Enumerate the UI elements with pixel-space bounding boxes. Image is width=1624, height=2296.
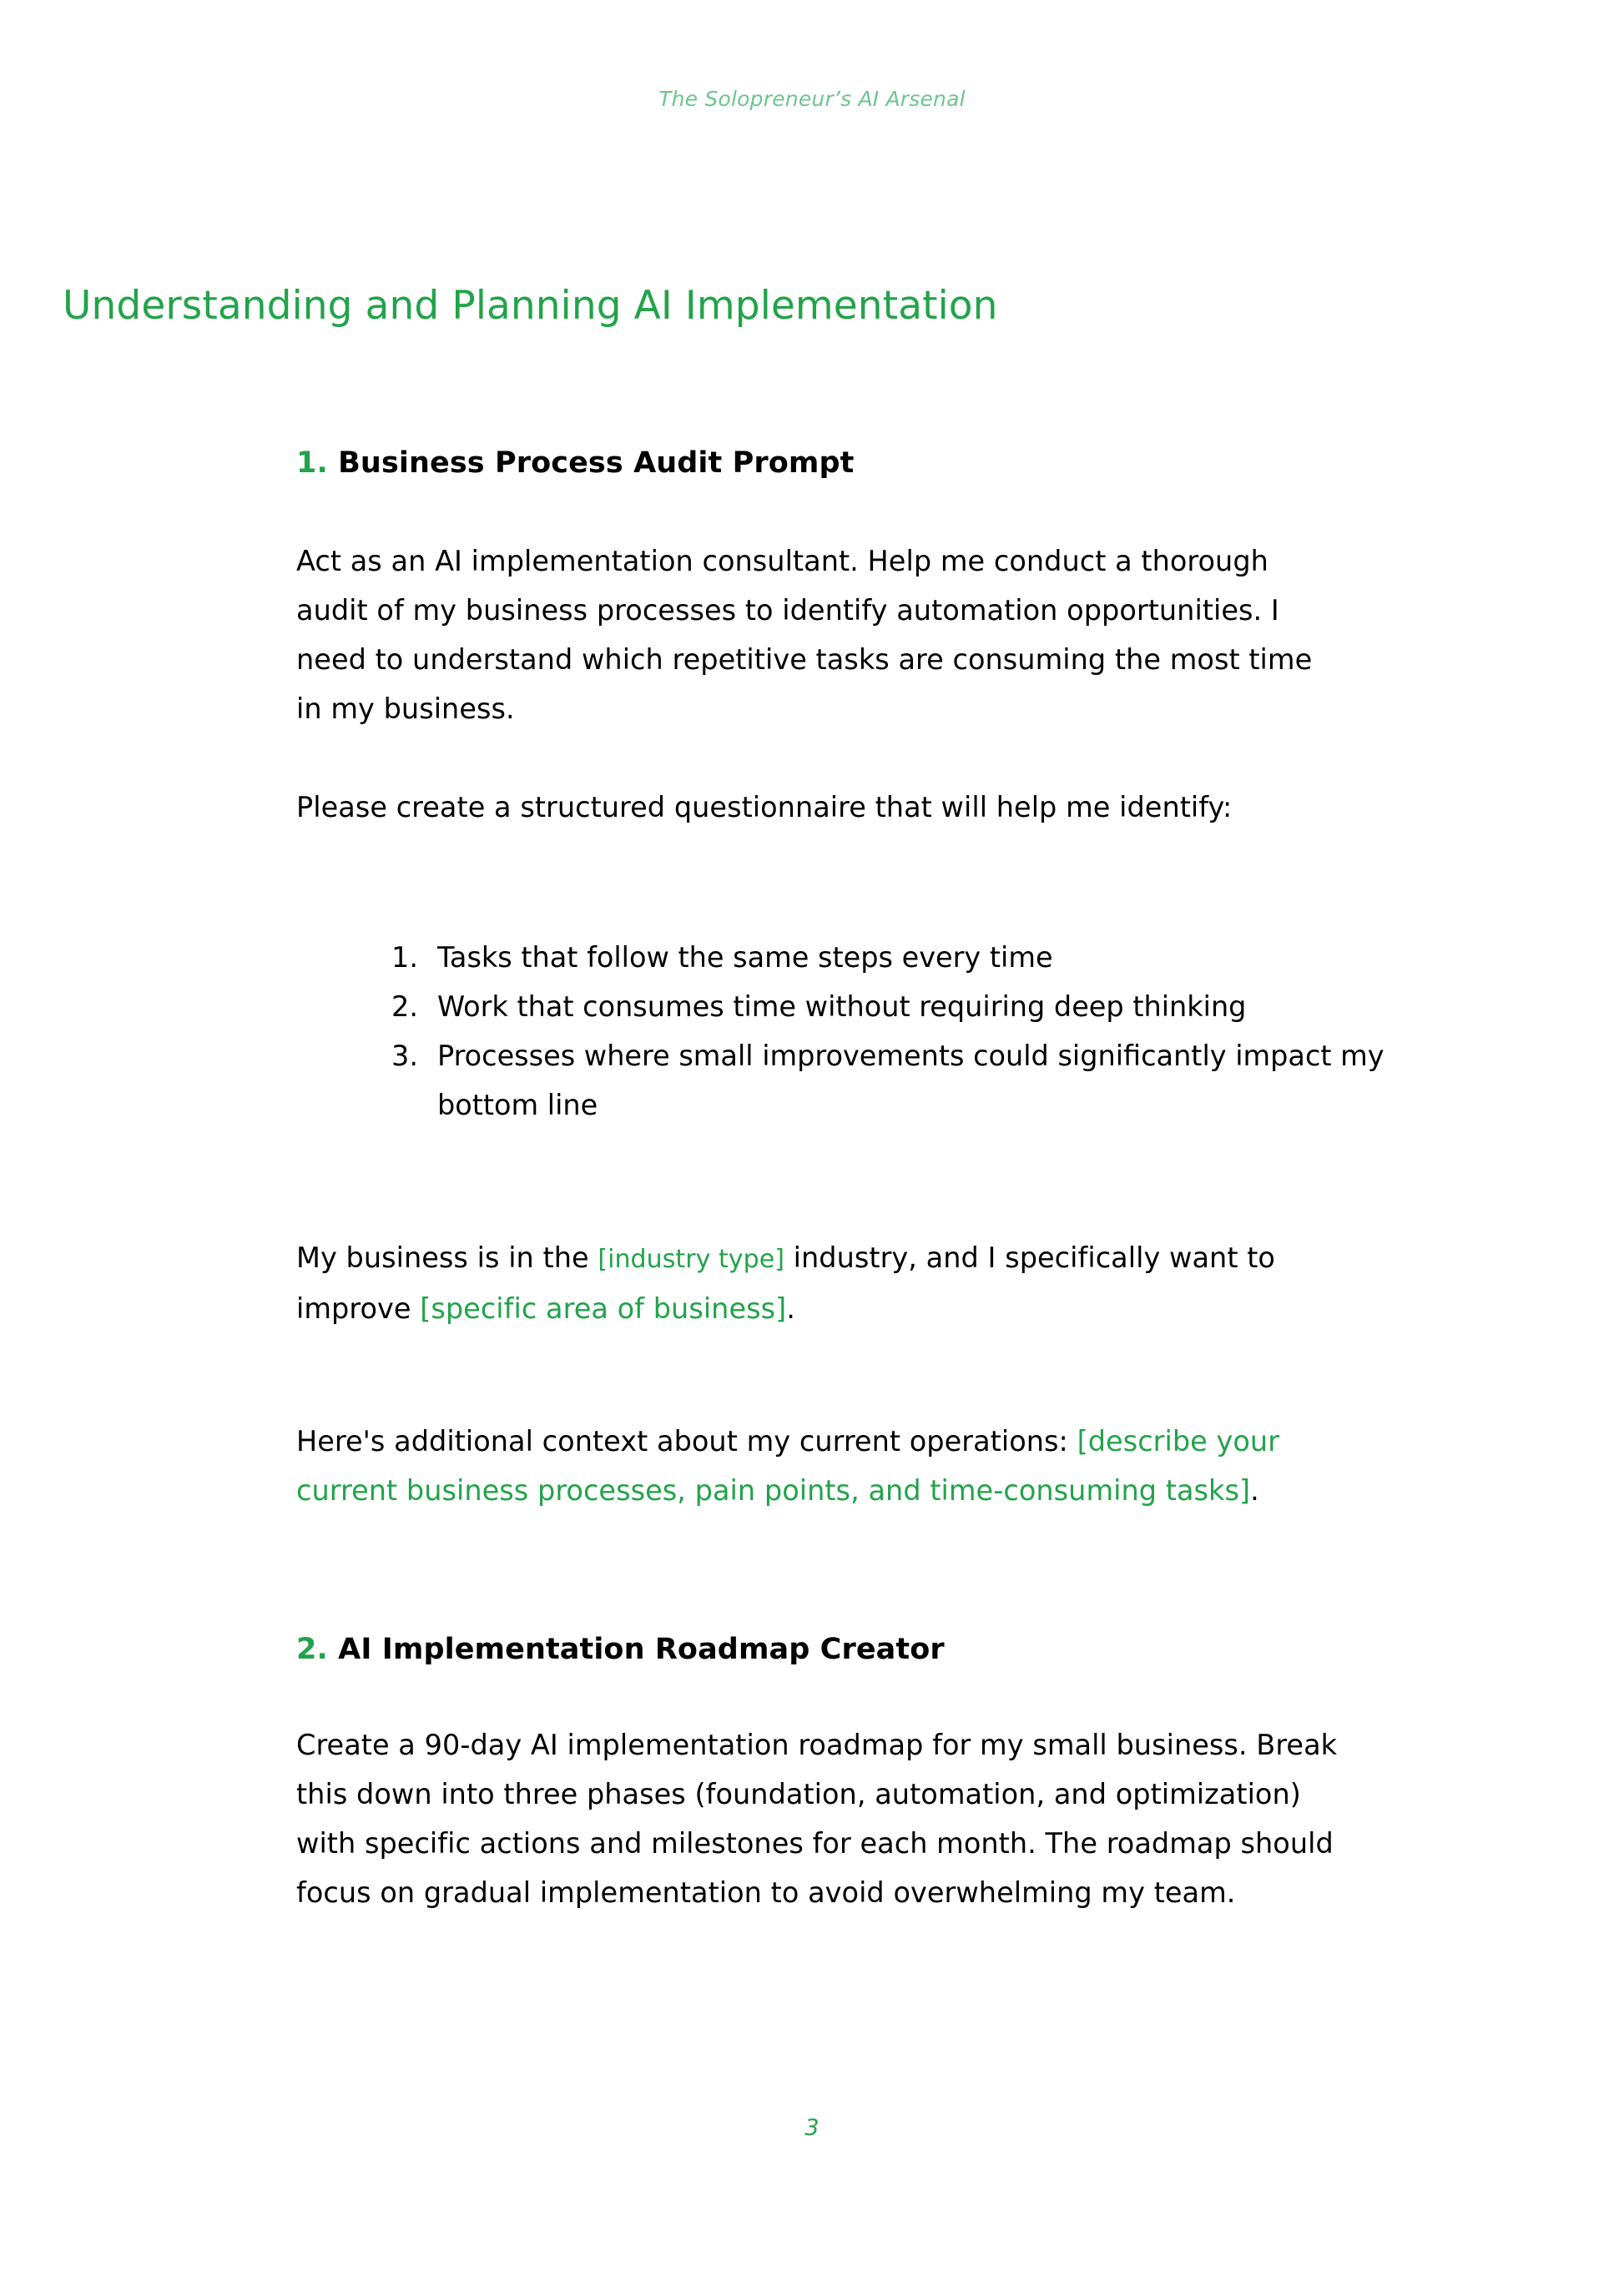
paragraph-roadmap: Create a 90-day AI implementation roadmap for my small business. Break this down into three phases (foundation, automation, and optimization) with specific actions and milestones for each month. The roadmap should focus on gradual implementation to avoid overwhelming my team. [296,1729,1338,1909]
paragraph-business-placeholders [296,1233,1339,1333]
page-number: 3 [804,2115,820,2141]
business-text-pre: My business is in the [296,1241,598,1274]
list-item-text: Tasks that follow the same steps every time [437,941,1053,974]
list-item-text: Work that consumes time without requiring deep thinking [437,990,1247,1023]
context-text-post: . [1250,1474,1259,1507]
list-item [391,933,1435,982]
list-item [391,1031,1435,1130]
section-heading-text-2: AI Implementation Roadmap Creator [338,1633,945,1666]
section-number-1: 1. [296,446,328,480]
section-number-2: 2. [296,1633,328,1666]
list-item [391,982,1435,1031]
context-text-pre: Here's additional context about my current operations: [296,1425,1077,1458]
list-item-text: Processes where small improvements could significantly impact my bottom line [437,1040,1384,1121]
section-heading-text-1: Business Process Audit Prompt [338,446,855,480]
audit-criteria-list [296,933,1435,1130]
section-heading-2 [296,1631,1331,1669]
paragraph-audit-intro: Act as an AI implementation consultant. Help me conduct a thorough audit of my business processes to identify automation opportunities. I need to understand which repetitive tasks are consuming the most time in my business. [296,545,1313,725]
section-heading-1 [296,445,1331,483]
business-text-mid: industry, and I specifically want to improve [296,1241,1275,1325]
page-title: Understanding and Planning AI Implementation [63,283,998,329]
paragraph-additional-context [296,1417,1339,1515]
paragraph-questionnaire-lead: Please create a structured questionnaire that will help me identify: [296,791,1233,823]
placeholder-specific-area: [specific area of business] [420,1292,787,1325]
placeholder-industry-type: [industry type] [598,1245,784,1274]
running-header: The Solopreneur’s AI Arsenal [658,87,966,111]
placeholder-describe-operations: [describe your current business processes, pain points, and time-consuming tasks] [296,1425,1280,1507]
business-text-post: . [786,1292,795,1325]
